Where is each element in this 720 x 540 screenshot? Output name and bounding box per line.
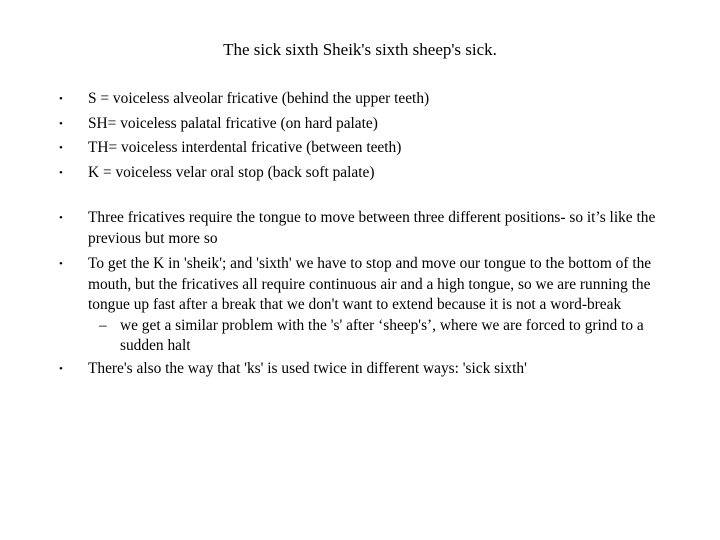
list-item (0, 359, 720, 380)
bullet-icon: • (59, 166, 63, 179)
list-item-text: S = voiceless alveolar fricative (behind the upper teeth) (88, 90, 430, 107)
bullet-icon: • (59, 142, 63, 154)
list-item (0, 138, 720, 163)
bullet-list-phonemes (0, 89, 720, 187)
list-item-text: TH= voiceless interdental fricative (between teeth) (88, 139, 402, 156)
slide-title: The sick sixth Sheik's sixth sheep's sick. (223, 40, 497, 59)
bullet-icon: • (59, 362, 63, 375)
bullet-icon: • (59, 258, 63, 270)
list-item (0, 254, 720, 316)
bullet-icon: • (59, 93, 63, 105)
bullet-icon: • (59, 212, 63, 224)
bullet-icon: • (59, 117, 63, 130)
list-item-text: SH= voiceless palatal fricative (on hard palate) (88, 114, 378, 132)
list-item (0, 208, 720, 249)
list-item-text: To get the K in 'sheik'; and 'sixth' we have to stop and move our tongue to the bottom of the mouth, but the fricatives all require continuous air and a high tongue, so we are running the tongue up fast after a break that we don't want to extend because it is not a word-break (88, 255, 652, 313)
dash-icon: – (99, 316, 107, 334)
list-item-text: K = voiceless velar oral stop (back soft palate) (88, 163, 375, 181)
list-item-text: Three fricatives require the tongue to move between three different positions- so it’s like the previous but more so (88, 209, 656, 247)
sub-list-item-text: we get a similar problem with the 's' after ‘sheep's’, where we are forced to grind to a sudden halt (120, 316, 644, 354)
list-item (0, 89, 720, 114)
sub-list-item (0, 316, 720, 357)
list-item-text: There's also the way that 'ks' is used twice in different ways: 'sick sixth' (88, 359, 527, 377)
bullet-list-explanation (0, 208, 720, 379)
list-item (0, 114, 720, 139)
list-item (0, 163, 720, 188)
